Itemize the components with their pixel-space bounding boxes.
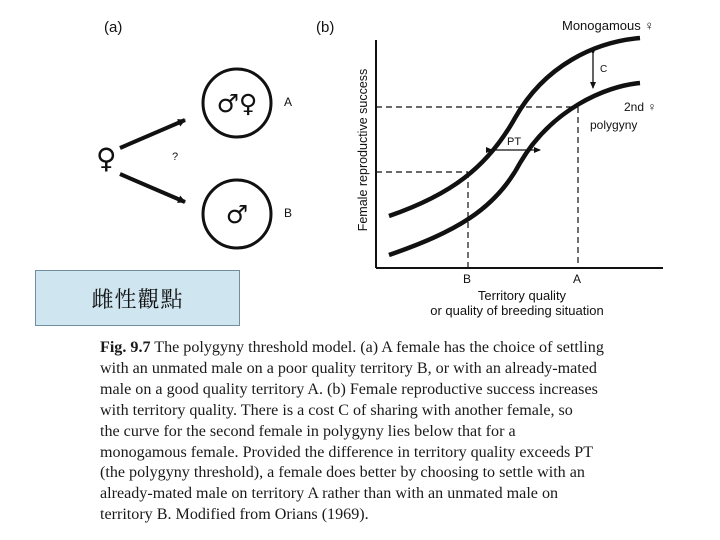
chinese-label: 雌性觀點 bbox=[91, 287, 184, 313]
arrow-to-territory-b bbox=[120, 174, 185, 202]
curve-polygyny bbox=[389, 83, 640, 255]
panel-a-label: (a) bbox=[104, 19, 123, 36]
chinese-label-box bbox=[35, 270, 240, 326]
polygyny-label-line2: polygyny bbox=[590, 118, 638, 132]
caption-line: the curve for the second female in polygyny lies below that for a bbox=[100, 422, 516, 440]
caption-line bbox=[100, 338, 680, 359]
caption-fig-number: Fig. 9.7 bbox=[100, 339, 151, 356]
x-axis-label-line2: or quality of breeding situation bbox=[430, 303, 604, 318]
caption-line: with an unmated male on a poor quality territory B, or with an already-mated bbox=[100, 359, 597, 377]
x-marker-b: B bbox=[463, 272, 472, 286]
caption-line: with territory quality. There is a cost C of sharing with another female, so bbox=[100, 401, 573, 419]
caption-line: monogamous female. Provided the difference in territory quality exceeds PT bbox=[100, 443, 594, 461]
territory-a-label: A bbox=[284, 95, 293, 109]
panel-b-label: (b) bbox=[316, 19, 335, 36]
monogamous-label: Monogamous ♀ bbox=[562, 18, 655, 33]
caption-line: territory B. Modified from Orians (1969). bbox=[100, 506, 369, 524]
arrow-to-territory-a bbox=[120, 120, 185, 148]
polygyny-label-line1: 2nd ♀ bbox=[624, 100, 657, 114]
caption-line: (the polygyny threshold), a female does better by choosing to settle with an bbox=[100, 464, 585, 482]
question-mark: ? bbox=[172, 151, 179, 163]
x-marker-a: A bbox=[573, 272, 582, 286]
cost-label: C bbox=[600, 64, 608, 75]
panel-b bbox=[316, 18, 663, 318]
caption-line: male on a good quality territory A. (b) Female reproductive success increases bbox=[100, 380, 598, 398]
territory-b-label: B bbox=[284, 206, 293, 220]
panel-a bbox=[96, 19, 292, 248]
x-axis-label-line1: Territory quality bbox=[477, 288, 567, 303]
female-symbol: ♀ bbox=[96, 142, 117, 175]
figure-caption bbox=[100, 338, 680, 526]
caption-line: already-mated male on territory A rather than with an unmated male on bbox=[100, 485, 559, 503]
pt-label: PT bbox=[507, 136, 522, 148]
caption-line-text: The polygyny threshold model. (a) A female has the choice of settling bbox=[154, 339, 604, 356]
y-axis-label: Female reproductive success bbox=[356, 68, 370, 232]
territory-b-symbols: ♂ bbox=[225, 200, 249, 229]
territory-a-symbols: ♂♀ bbox=[216, 89, 258, 118]
